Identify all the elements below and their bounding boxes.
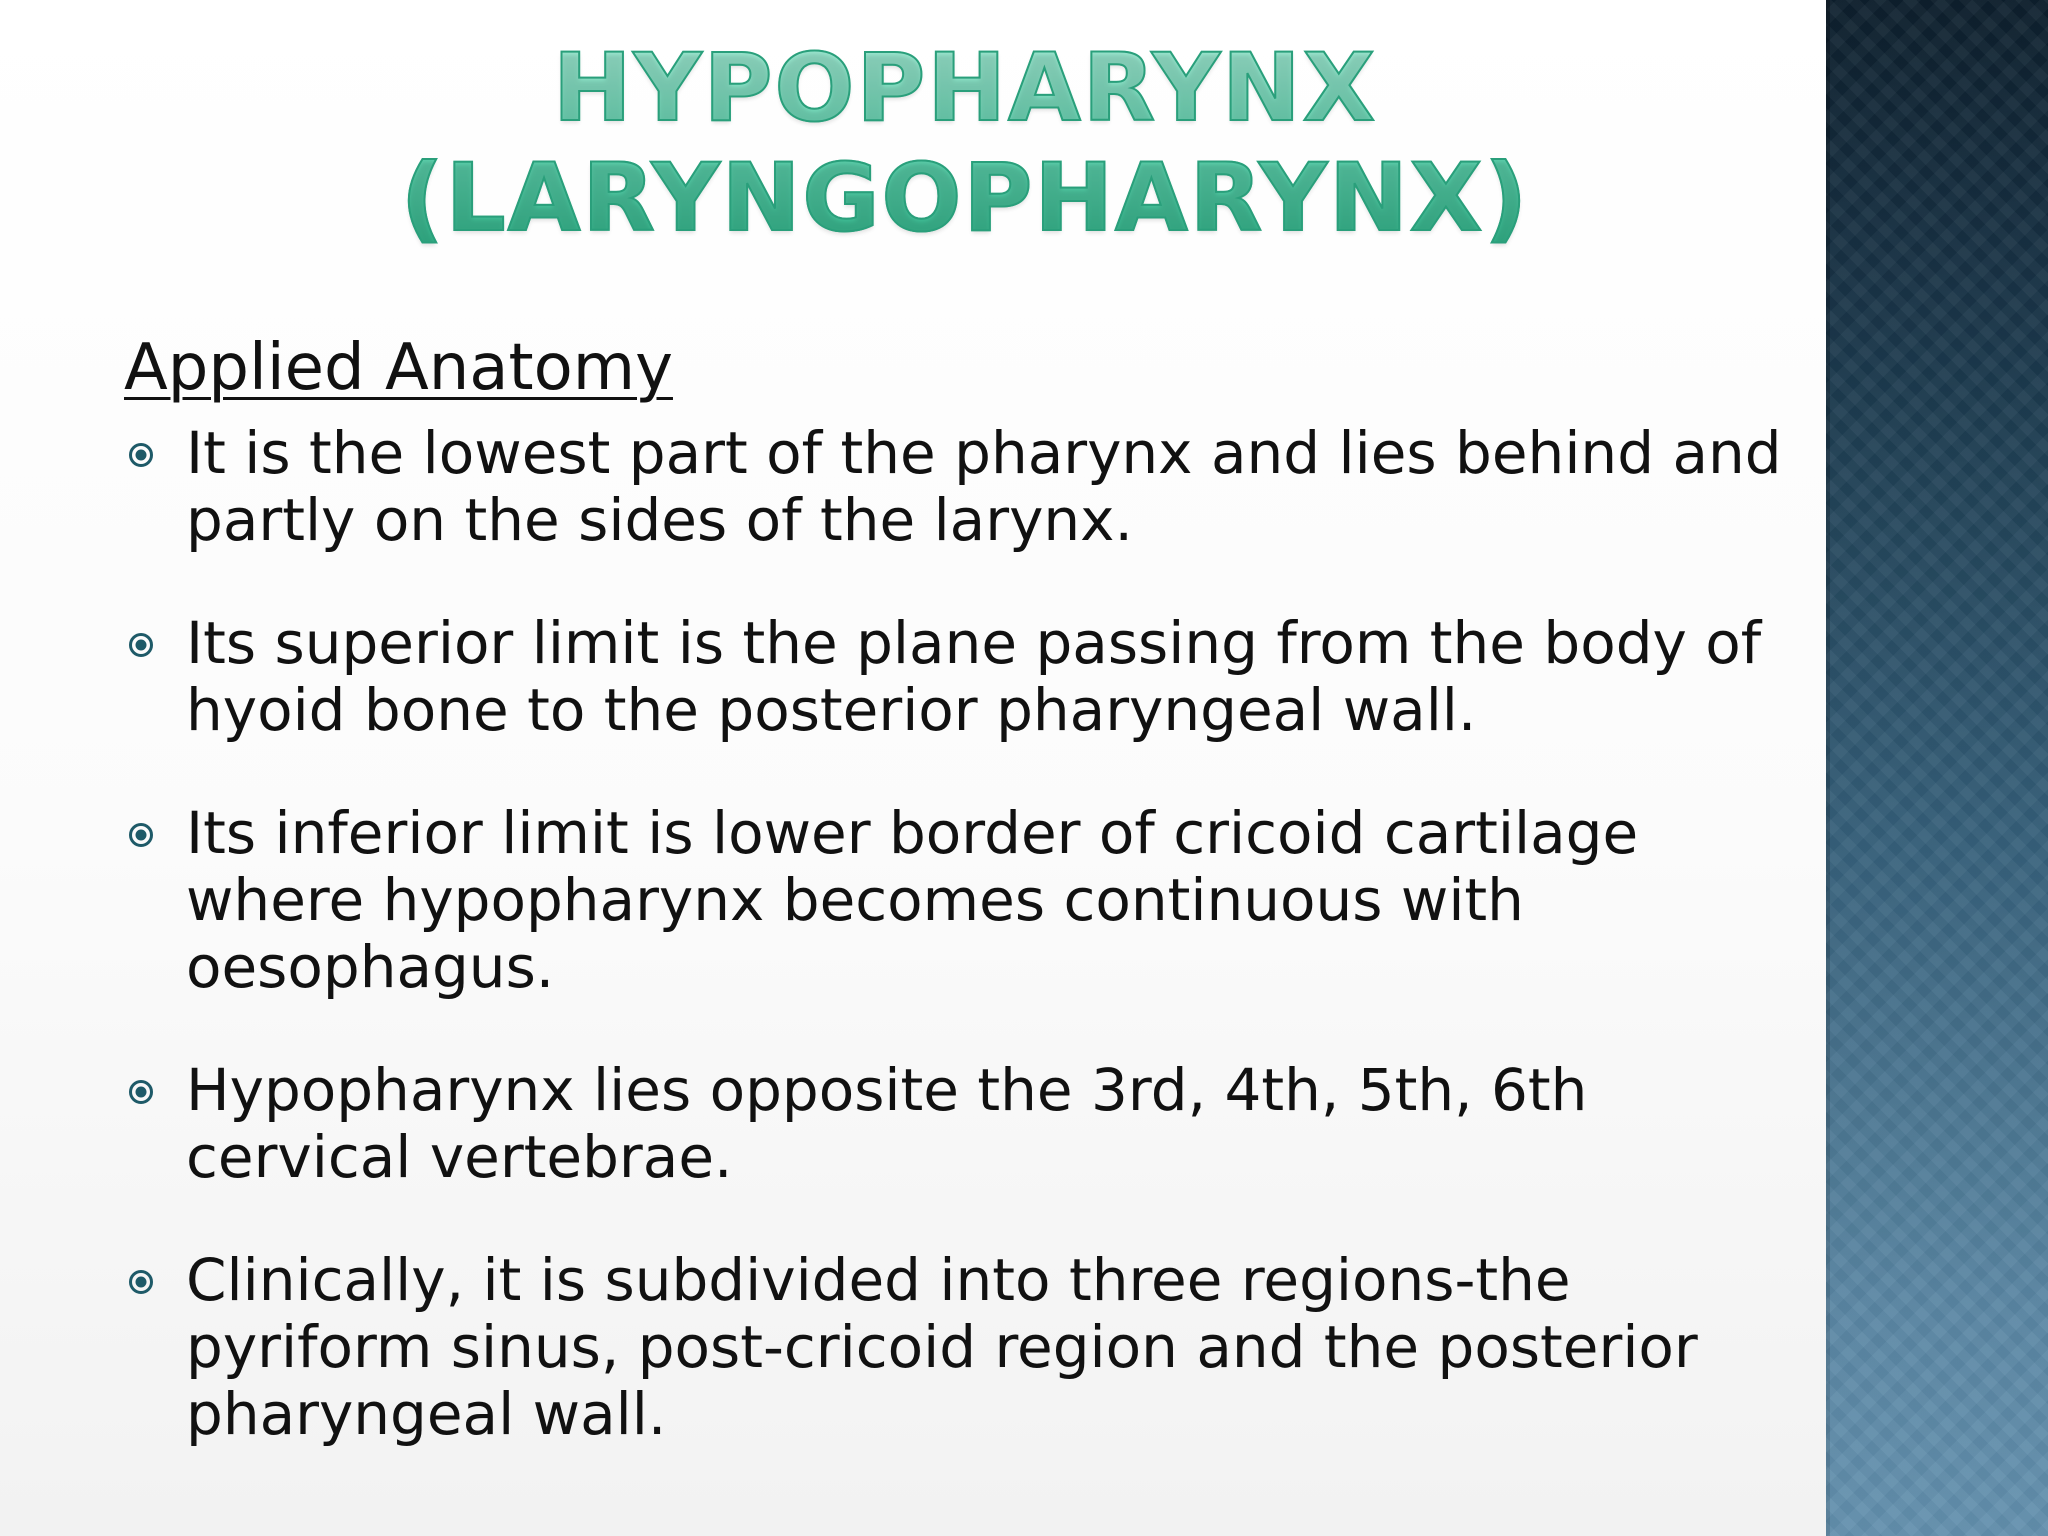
bullet-item	[124, 800, 1814, 1001]
subheading-applied-anatomy: Applied Anatomy	[124, 331, 673, 405]
slide-title	[0, 34, 1930, 254]
circled-dot-icon	[128, 1079, 154, 1105]
circled-dot-icon	[128, 1269, 154, 1295]
bullet-item	[124, 1057, 1814, 1191]
bullet-item	[124, 610, 1814, 744]
bullet-text: Its superior limit is the plane passing from the body of hyoid bone to the posterior pharyngeal wall.	[186, 609, 1762, 744]
bullet-text: Clinically, it is subdivided into three regions-the pyriform sinus, post-cricoid region and the posterior pharyngeal wall.	[186, 1246, 1698, 1448]
bullet-item	[124, 1247, 1814, 1448]
circled-dot-icon	[128, 822, 154, 848]
circled-dot-icon	[128, 632, 154, 658]
bullet-item	[124, 420, 1814, 554]
bullet-text: It is the lowest part of the pharynx and lies behind and partly on the sides of the larynx.	[186, 419, 1782, 554]
title-line-1: HYPOPHARYNX	[552, 34, 1378, 143]
bullet-text: Its inferior limit is lower border of cricoid cartilage where hypopharynx becomes continuous with oesophagus.	[186, 799, 1639, 1001]
title-line-2: (LARYNGOPHARYNX)	[400, 144, 1530, 253]
bullet-text: Hypopharynx lies opposite the 3rd, 4th, 5th, 6th cervical vertebrae.	[186, 1056, 1588, 1191]
bullet-list	[124, 420, 1814, 1448]
circled-dot-icon	[128, 442, 154, 468]
